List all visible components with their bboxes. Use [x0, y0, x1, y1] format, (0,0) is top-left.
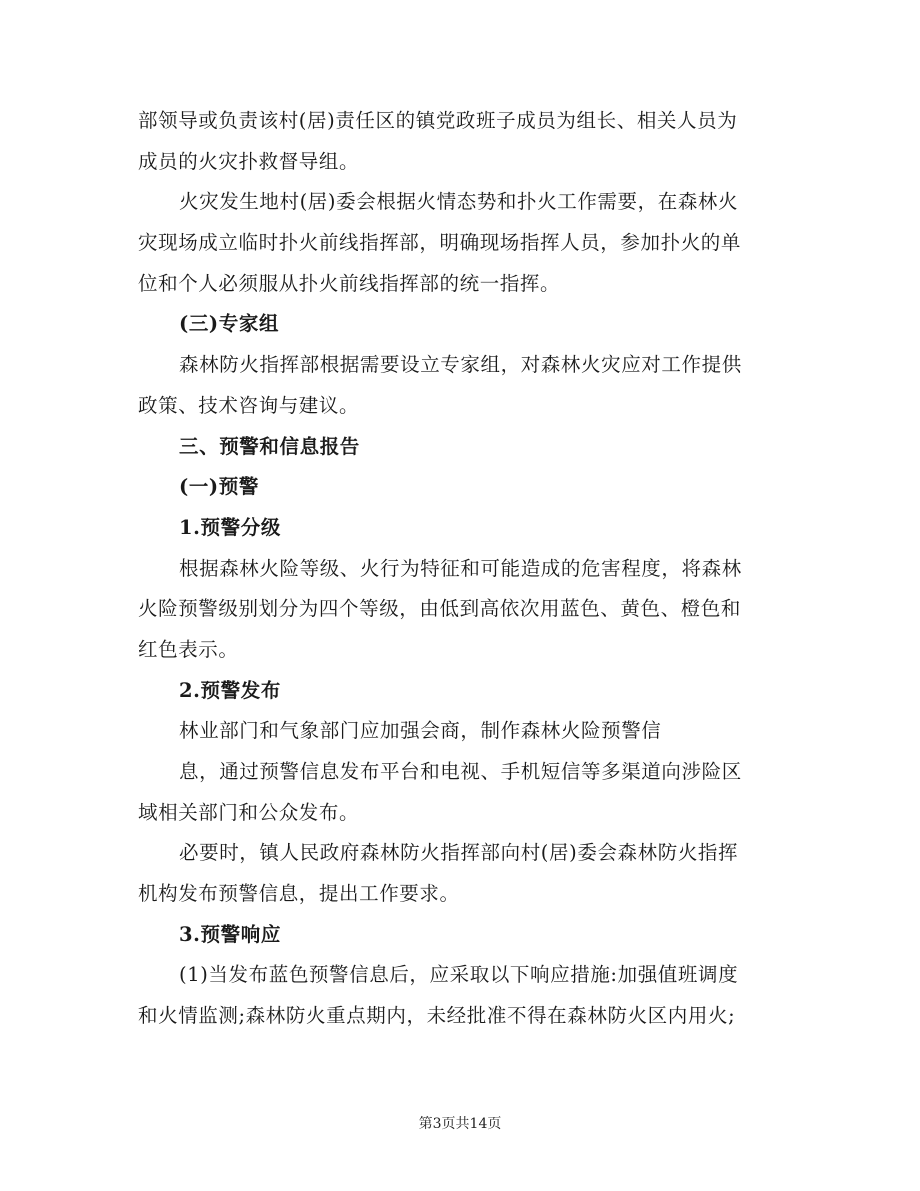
paragraph-line: (1)当发布蓝色预警信息后，应采取以下响应措施:加强值班调度: [179, 963, 739, 987]
paragraph-line: 火灾发生地村(居)委会根据火情态势和扑火工作需要，在森林火: [179, 190, 739, 214]
paragraph-line: 和火情监测;森林防火重点期内，未经批准不得在森林防火区内用火;: [138, 1004, 736, 1028]
section-heading-line: (一)预警: [179, 475, 259, 499]
paragraph-line: 红色表示。: [138, 637, 239, 661]
paragraph-line: 位和个人必须服从扑火前线指挥部的统一指挥。: [138, 271, 561, 295]
paragraph-line: 机构发布预警信息，提出工作要求。: [138, 882, 460, 906]
section-heading-line: 三、预警和信息报告: [179, 434, 360, 458]
section-heading-line: 3.预警响应: [179, 922, 281, 946]
paragraph-line: 灾现场成立临时扑火前线指挥部，明确现场指挥人员，参加扑火的单: [138, 231, 742, 255]
document-body: [138, 101, 778, 1037]
paragraph-line: 息，通过预警信息发布平台和电视、手机短信等多渠道向涉险区: [179, 760, 742, 783]
paragraph-line: 森林防火指挥部根据需要设立专家组，对森林火灾应对工作提供: [179, 353, 742, 377]
paragraph-line: 政策、技术咨询与建议。: [138, 393, 360, 417]
paragraph-line: 必要时，镇人民政府森林防火指挥部向村(居)委会森林防火指挥: [179, 841, 739, 865]
paragraph-line: 火险预警级别划分为四个等级，由低到高依次用蓝色、黄色、橙色和: [138, 597, 742, 621]
paragraph-line: 林业部门和气象部门应加强会商，制作森林火险预警信: [179, 719, 662, 743]
paragraph-line: 根据森林火险等级、火行为特征和可能造成的危害程度，将森林: [179, 556, 742, 580]
section-heading-line: 1.预警分级: [179, 515, 281, 539]
paragraph-line: 域相关部门和公众发布。: [138, 800, 360, 824]
paragraph-line: 部领导或负责该村(居)责任区的镇党政班子成员为组长、相关人员为: [138, 109, 738, 132]
section-heading-line: (三)专家组: [179, 312, 280, 336]
paragraph-line: 成员的火灾扑救督导组。: [138, 149, 360, 173]
page-footer: 第3页共14页: [418, 1116, 502, 1132]
section-heading-line: 2.预警发布: [179, 678, 281, 702]
